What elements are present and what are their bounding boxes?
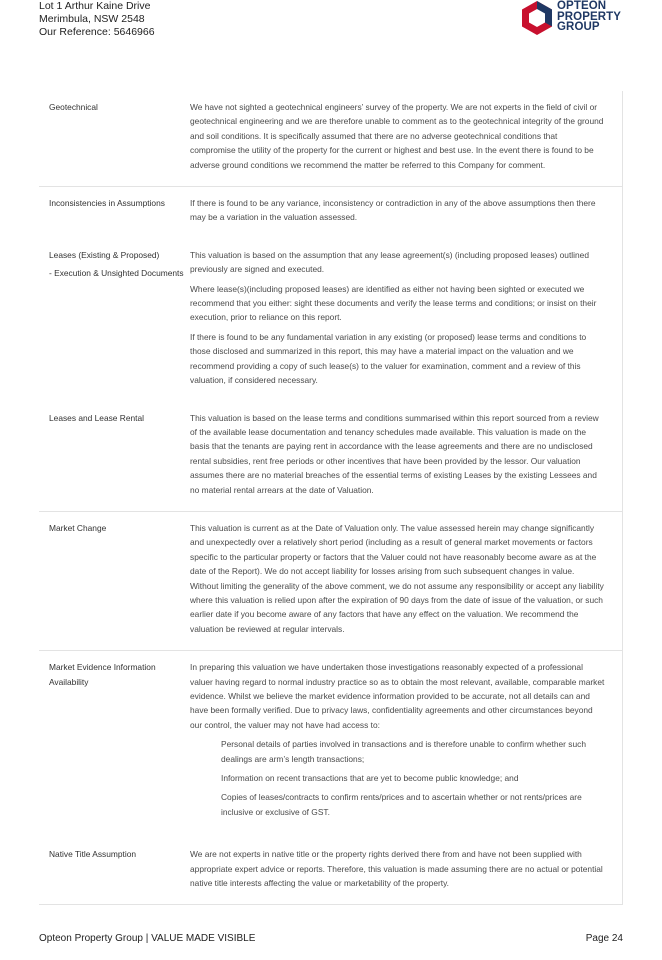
row-content: This valuation is based on the assumption that any lease agreement(s) (including proposed leases) outlined previously are signed and executed. Where lease(s)(including proposed leases) are identified as either not having been sighted or executed we recommend that you either: sight these documents and verify the lease terms and conditions; or insist on their execution, prior to reliance on this report. If there is found to be any fundamental variation in any existing (or proposed) lease terms and conditions to those disclosed and summarized in this report, this may have a material impact on the valuation and we recommend providing a copy of such lease(s) to the valuer for examination, comment and a review of this valuation, if considered necessary. [190,249,597,386]
list-item: Personal details of parties involved in transactions and is therefore unable to confirm whether such dealings are arm’s length transactions; [221,739,586,764]
table-row [39,838,622,905]
assumptions-table [39,91,623,905]
table-row [39,187,622,239]
address-line-2: Merimbula, NSW 2548 [39,13,145,25]
address-line-1: Lot 1 Arthur Kaine Drive [39,0,151,12]
table-row [39,239,622,402]
page-number: Page 24 [585,933,623,944]
table-row [39,91,622,187]
row-label: Inconsistencies in Assumptions [49,198,165,209]
row-label: Geotechnical [49,102,98,112]
row-content: This valuation is based on the lease terms and conditions summarised within this report sourced from a review of the available lease documentation and tenancy schedules made available. This valuation is made on the basis that the tenants are paying rent in accordance with the lease agreements and there are no undisclosed rental subsidies, rent free periods or other incentives that have been provided by the lessor. Our valuation assumes there are no material breaches of the essential terms of existing Leases by the existing Lessees and no material rental arrears at the date of Valuation. [190,412,599,495]
footer-brand: Opteon Property Group | VALUE MADE VISIBLE [39,933,256,944]
address-block [39,0,155,39]
row-content: We have not sighted a geotechnical engineers’ survey of the property. We are not experts in the field of civil or geotechnical engineering and we are therefore unable to comment as to the geotechnical integrity of the ground and soil conditions. It is specifically assumed that there are no adverse geotechnical conditions that compromise the utility of the property for the current or highest and best use. In the event there is found to be adverse ground conditions we recommend the matter be referred to this Company for comment. [190,102,604,170]
table-row [39,651,622,838]
row-content: This valuation is current as at the Date of Valuation only. The value assessed herein may change significantly and unexpectedly over a relatively short period (including as a result of general market movements or factors specific to the particular property or factors that the Valuer could not have reasonably become aware as at the date of the Report). We do not accept liability for losses arising from such subsequent changes in value. Without limiting the generality of the above comment, we do not assume any responsibility or accept any liability where this valuation is relied upon after the expiration of 90 days from the date of issue of the valuation, or such earlier date if you become aware of any factors that have any effect on the valuation. We recommend the valuation be reviewed at regular intervals. [190,522,604,634]
table-row [39,512,622,651]
opteon-logo [520,0,640,38]
list-item: Information on recent transactions that are yet to become public knowledge; and [221,773,519,784]
row-label: Leases (Existing & Proposed) - Execution & Unsighted Documents [49,249,184,279]
row-label: Market Change [49,522,107,533]
row-label: Native Title Assumption [49,849,137,860]
table-row [39,402,622,512]
row-content: If there is found to be any variance, inconsistency or contradiction in any of the above assumptions then there may be a variation in the valuation assessed. [190,198,596,223]
evidence-list [190,737,605,819]
list-item: Copies of leases/contracts to confirm rents/prices and to ascertain whether or not rents/prices are inclusive or exclusive of GST. [221,792,582,817]
opteon-logo-icon [520,0,554,36]
logo-wordmark: OPTEON PROPERTY GROUP [557,0,622,33]
row-label: Market Evidence Information Availability [49,662,156,687]
row-content: In preparing this valuation we have undertaken those investigations reasonably expected of a professional valuer having regard to normal industry practice so as to obtain the most relevant, available, comparable market evidence. Whilst we believe the market evidence information provided to be accurate, not all details can and have been formally verified. Due to privacy laws, confidentiality agreements and other circumstances beyond our control, the valuer may not have had access to: Personal details of parties involved in transactions and is therefore unable to confirm whether such dealings are arm’s length transactions; Information on recent transactions that are yet to become public knowledge; and Copies of leases/contracts to confirm rents/prices and to ascertain whether or not rents/prices are inclusive or exclusive of GST. [190,660,613,824]
row-label: Leases and Lease Rental [49,412,144,423]
reference-number: Our Reference: 5646966 [39,26,155,38]
row-content: We are not experts in native title or the property rights derived there from and have not been supplied with appropriate expert advice or reports. Therefore, this valuation is made assuming there are no actual or potential native title interests affecting the value or marketability of the property. [190,849,603,889]
